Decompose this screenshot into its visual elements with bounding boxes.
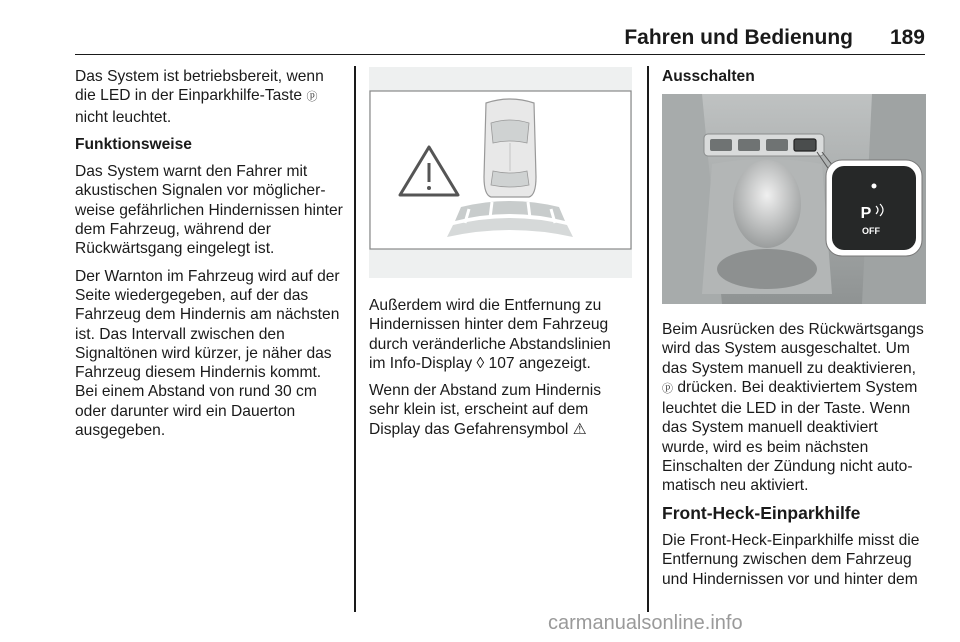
watermark: carmanualsonline.info <box>548 612 743 634</box>
paragraph-front-rear: Die Front-Heck-Einparkhilfe misst die Entfernung zwischen dem Fahrzeug und Hindernissen vor und hinter dem <box>662 531 920 588</box>
park-assist-button-icon: ⓟ <box>306 91 318 104</box>
column-middle <box>369 296 631 447</box>
subheading-funktionsweise: Funktionsweise <box>75 135 192 153</box>
car-top-view-icon <box>484 99 536 197</box>
figure-parking-display <box>369 67 632 278</box>
paragraph-intro: Das System ist betriebsbereit, wenn die LED in der Einparkhilfe-Taste ⓟ nicht leuchtet. <box>75 68 324 126</box>
page-header <box>75 26 925 55</box>
column-right <box>662 67 928 94</box>
section-title: Fahren und Bedienung <box>624 26 853 49</box>
column-divider <box>354 66 356 612</box>
park-assist-button-icon: ⓟ <box>662 382 673 395</box>
button-label-off: OFF <box>862 226 880 236</box>
column-right-body <box>662 320 928 597</box>
cross-reference-icon: ◊ <box>476 354 485 372</box>
paragraph-warning-tone: Der Warnton im Fahrzeug wird auf der Seite wiedergegeben, auf der das Fahrzeug dem Hindernis am nächsten ist. Das Intervall zwischen den Signaltönen wird kürzer, je näher das Fahrzeug diesem Hindernis kommt. Bei einem Abstand von rund 30 cm oder darunter wird ein Dauerton ausgegeben. <box>75 267 340 440</box>
button-label-p: P <box>860 205 872 222</box>
park-assist-off-button-inset <box>826 160 922 256</box>
subheading-ausschalten: Ausschalten <box>662 68 755 85</box>
page-number: 189 <box>889 26 925 49</box>
figure-center-console <box>662 94 926 304</box>
warning-triangle-icon: ⚠ <box>572 420 587 438</box>
paragraph-distance-lines: Außerdem wird die Entfernung zu Hindernissen hinter dem Fahrzeug durch veränderliche Abstandslinien im Info-Display ◊ 107 angezeigt. <box>369 297 611 372</box>
paragraph-deactivate: Beim Ausrücken des Rückwärtsgangs wird das System ausgeschaltet. Um das System manuell zu deaktivieren, ⓟ drücken. Bei deaktiviertem System leuchtet die LED in der Taste. Wenn das System manuell deaktiviert wurde, wird es beim nächsten Einschalten der Zündung nicht automatisch neu aktiviert. <box>662 321 924 495</box>
column-divider <box>647 66 649 612</box>
column-left <box>75 67 345 448</box>
paragraph-function: Das System warnt den Fahrer mit akustischen Signalen vor möglicherweise gefährlichen Hindernissen hinter dem Fahrzeug, während der Rückwärtsgang eingelegt ist. <box>75 163 343 258</box>
heading-front-rear-park-assist: Front-Heck-Einparkhilfe <box>662 502 861 523</box>
paragraph-hazard-symbol: Wenn der Abstand zum Hindernis sehr klein ist, erscheint auf dem Display das Gefahrensymbol ⚠ <box>369 382 602 438</box>
